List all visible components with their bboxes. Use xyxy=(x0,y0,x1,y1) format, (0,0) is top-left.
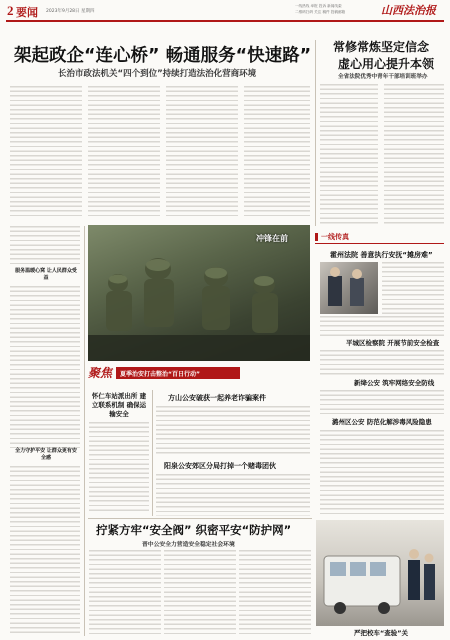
lead-body-col-4 xyxy=(244,86,310,218)
lead-photo xyxy=(88,225,310,361)
frontline-item-2: 平城区检察院 开展节前安全检查 xyxy=(346,339,440,347)
story-c-body-3 xyxy=(239,550,311,636)
right-subheadline: 全省法院优秀中青年干部培训班举办 xyxy=(338,74,428,80)
story-c-subheadline: 晋中公安全力营造安全稳定社会环境 xyxy=(142,542,235,548)
hotline-info: 一线热线 举报 投诉 新闻线索 xyxy=(295,4,342,8)
newspaper-brand: 山西法治报 xyxy=(381,5,436,17)
frontline-item-1: 霍州法院 善意执行安抚“摊房难” xyxy=(330,251,433,259)
lead-body-col-1 xyxy=(10,86,82,218)
left-story-body xyxy=(89,422,149,514)
bottom-caption: 严把校车“查验”关 xyxy=(354,629,409,637)
story-c-body-1 xyxy=(89,550,161,636)
sidebar-text-top xyxy=(10,226,80,264)
photo-caption: 冲锋在前 xyxy=(256,234,288,243)
story-a-body xyxy=(156,406,310,456)
frontline-item-3: 新绛公安 筑牢网络安全防线 xyxy=(354,379,435,387)
school-bus-illustration xyxy=(316,520,444,626)
banner-bar xyxy=(116,367,240,379)
lead-body-col-2 xyxy=(88,86,160,218)
story-a-headline: 方山公安破获一起养老诈骗案件 xyxy=(168,394,266,402)
banner-text: 夏季治安打击整治“百日行动” xyxy=(120,371,200,378)
column-divider-left xyxy=(84,226,85,636)
section-name: 要闻 xyxy=(16,6,38,19)
banner-label: 聚焦 xyxy=(88,366,113,380)
sidebar-text-mid xyxy=(10,286,80,448)
story-c-headline: 拧紧方牢“安全阀” 织密平安“防护网” xyxy=(96,523,292,537)
frontline-photo xyxy=(320,262,378,314)
right-headline-2: 虚心用心提升本领 xyxy=(338,57,435,71)
frontline-item-1-body-2 xyxy=(320,316,444,338)
frontline-label-box xyxy=(315,231,444,244)
story-b-body xyxy=(156,474,310,516)
page-header xyxy=(0,0,450,34)
soldiers-illustration xyxy=(88,225,310,361)
story-c-rule xyxy=(88,518,312,519)
frontline-label: 一线传真 xyxy=(321,233,349,241)
column-divider-mid xyxy=(152,390,153,516)
frontline-item-2-body xyxy=(320,350,444,376)
right-headline-1: 常修常炼坚定信念 xyxy=(333,40,430,54)
issue-date: 2023年9月28日 星期四 xyxy=(46,9,95,14)
lead-body-col-3 xyxy=(166,86,238,218)
frontline-item-4: 潞州区公安 防范化解涉毒风险隐患 xyxy=(332,418,432,426)
left-story-headline: 怀仁车站派出所 建立联系机制 确保运输安全 xyxy=(91,392,147,418)
frontline-item-1-body xyxy=(382,262,444,316)
header-rule xyxy=(6,20,444,22)
story-c-body-2 xyxy=(164,550,236,636)
frontline-marker xyxy=(315,233,318,241)
sidebar-text-bottom xyxy=(10,466,80,636)
frontline-item-3-body xyxy=(320,390,444,414)
sidebar-heading-1: 服务温暖心窝 让人民群众受益 xyxy=(15,268,77,281)
sidebar-heading-2: 全力守护平安 让群众更有安全感 xyxy=(15,448,77,461)
campaign-banner xyxy=(86,364,314,382)
frontline-item-4-body xyxy=(320,430,444,516)
contact-info: 二维码扫码 关注 稿件 投稿邮箱 xyxy=(295,10,346,14)
lead-headline: 架起政企“连心桥” 畅通服务“快速路” xyxy=(14,46,312,66)
court-photo-illustration xyxy=(320,262,378,314)
right-body-col-2 xyxy=(384,84,444,224)
right-body-col-1 xyxy=(320,84,378,224)
school-bus-photo xyxy=(316,520,444,626)
column-divider-right xyxy=(315,40,316,226)
story-b-headline: 阳泉公安郊区分局打掉一个赌毒团伙 xyxy=(164,462,276,470)
lead-subheadline: 长治市政法机关“四个到位”持续打造法治化营商环境 xyxy=(58,69,257,79)
page-number: 2 xyxy=(7,3,14,18)
